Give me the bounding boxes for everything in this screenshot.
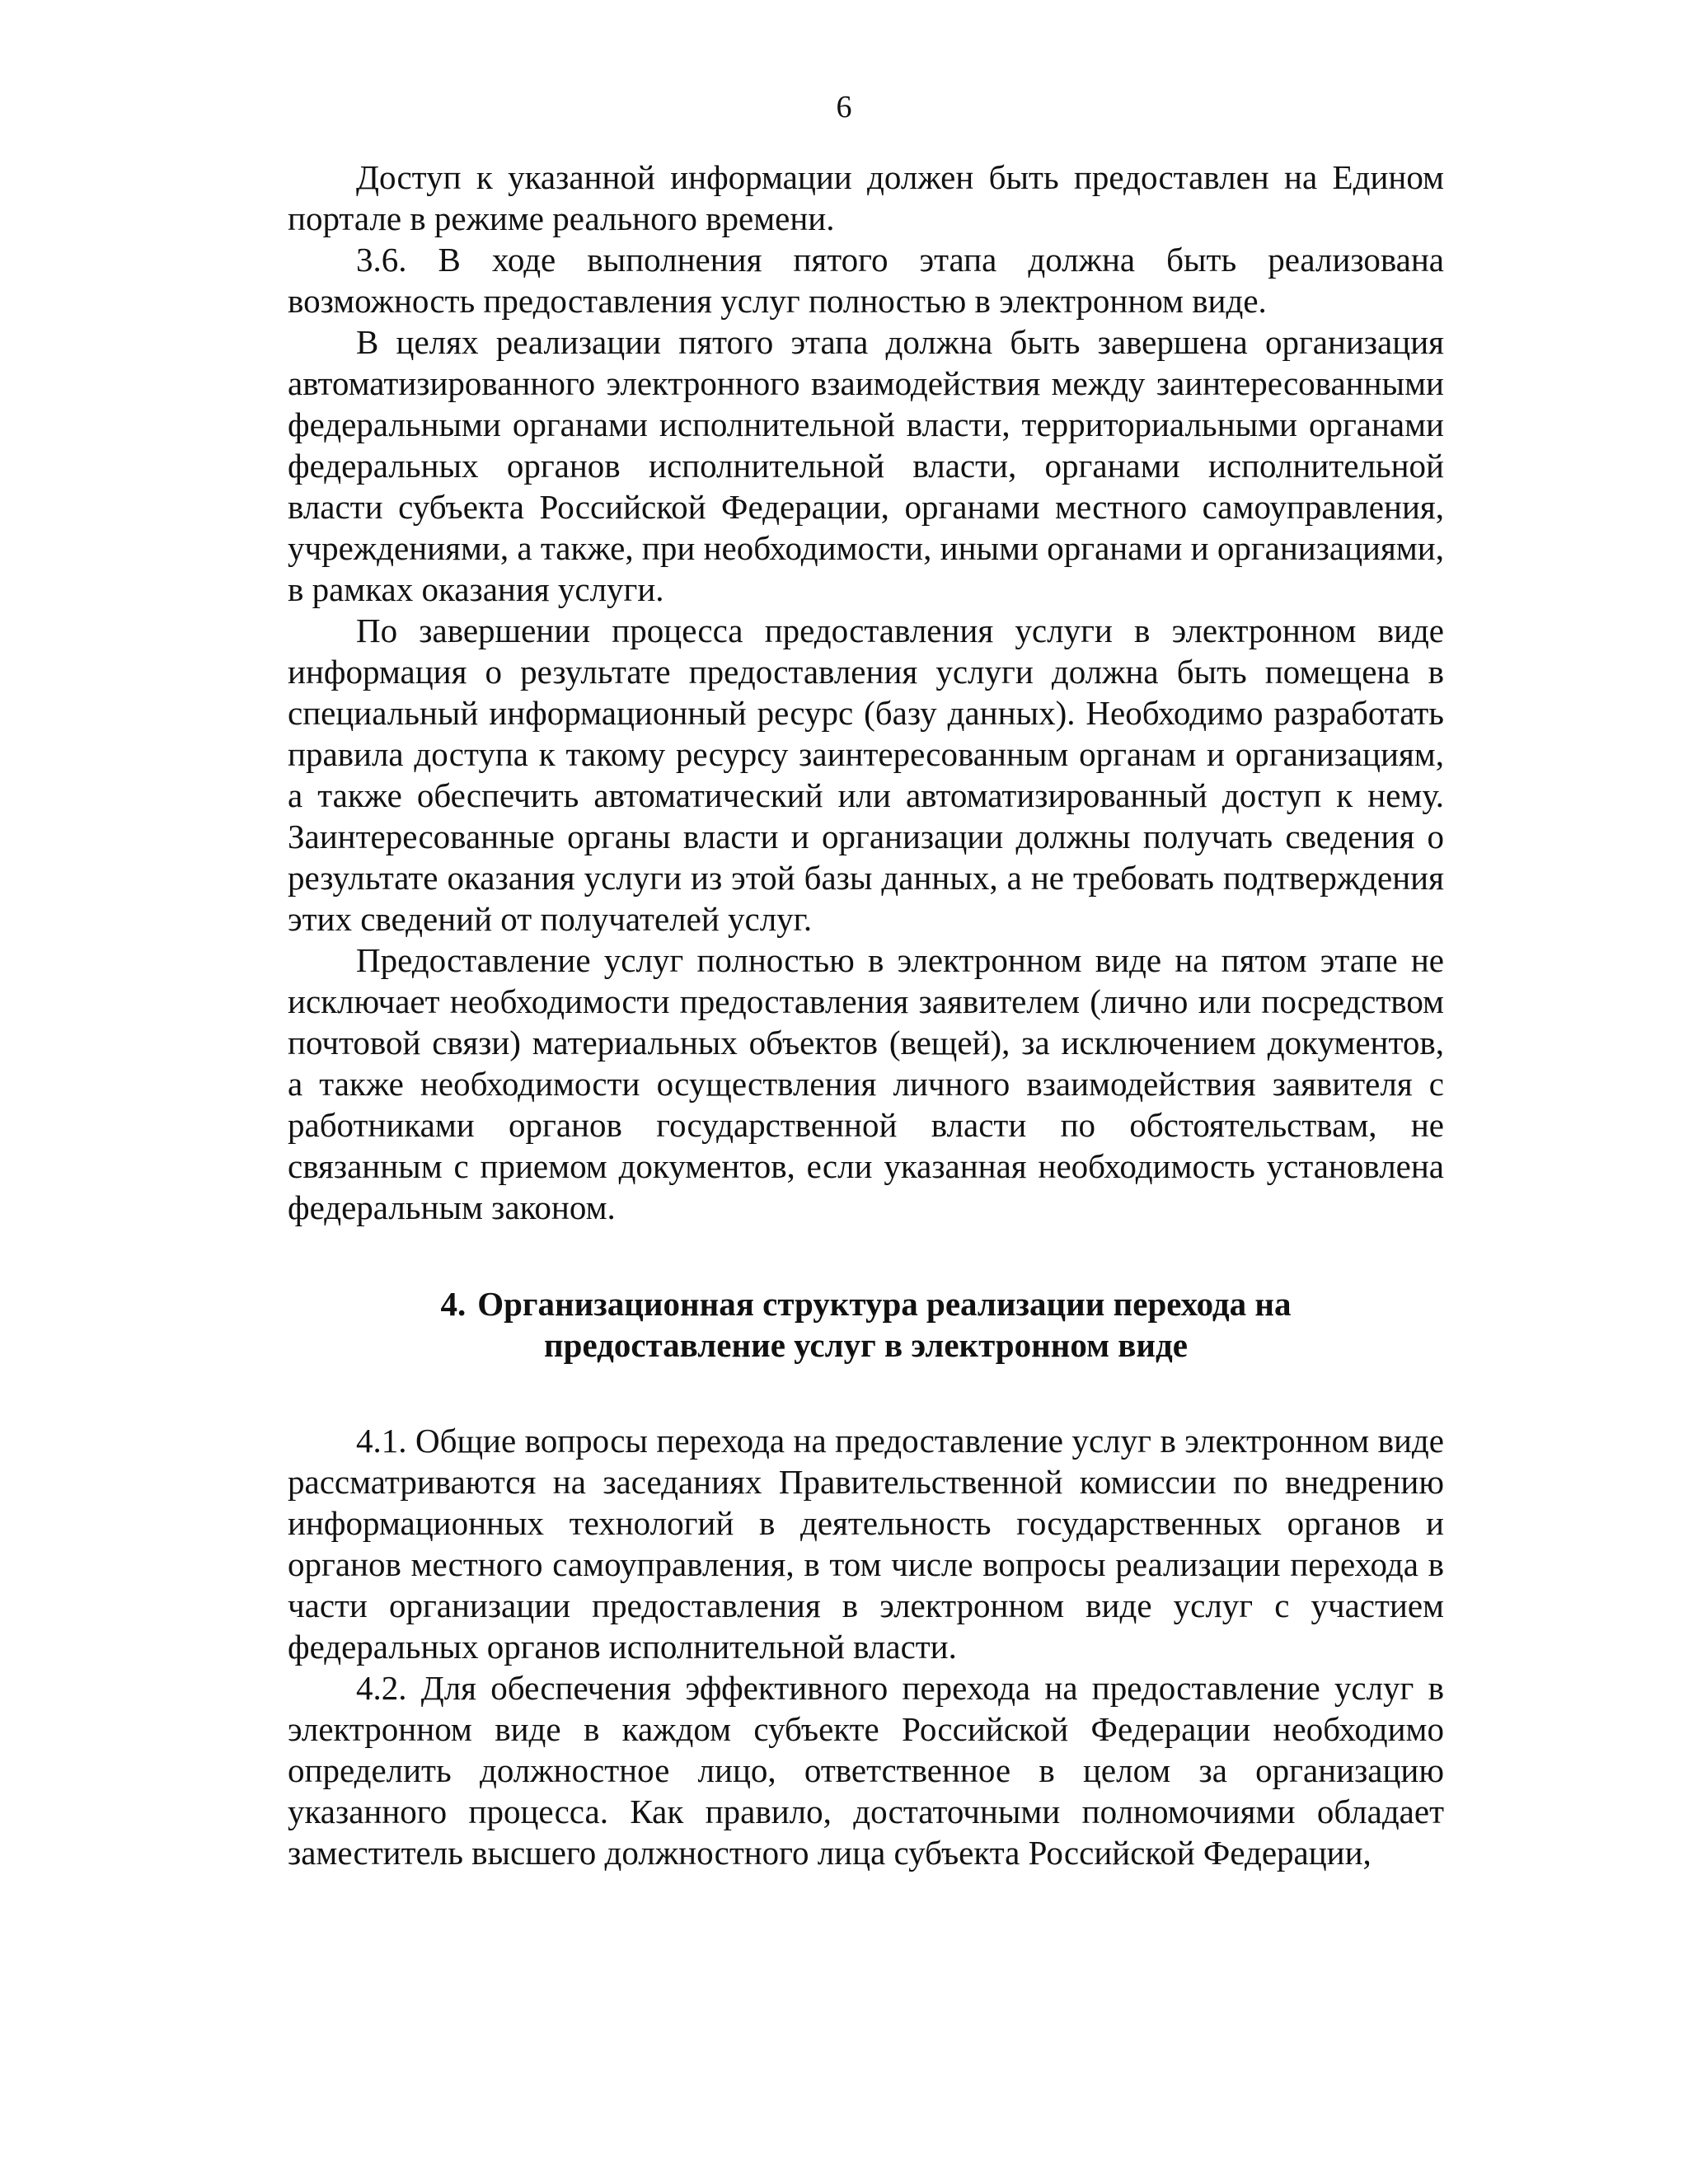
paragraph-4-2: 4.2. Для обеспечения эффективного перехода на предоставление услуг в электронном виде в каждом субъекте Российской Федерации необходимо определить должностное лицо, ответственное в целом за организацию указанного процесса. Как правило, достаточными полномочиями обладает заместитель высшего должностного лица субъекта Российской Федерации, [288,1669,1444,1872]
page-body [288,157,1444,1873]
section-title-line-2: предоставление услуг в электронном виде [544,1326,1188,1364]
paragraph-full-electronic-services: Предоставление услуг полностью в электронном виде на пятом этапе не исключает необходимости предоставления заявителем (лично или посредством почтовой связи) материальных объектов (вещей), за исключением документов, а также необходимости осуществления личного взаимодействия заявителя с работниками органов государственной власти по обстоятельствам, не связанным с приемом документов, если указанная необходимость установлена федеральным законом. [288,941,1444,1226]
paragraph-fifth-stage-goals: В целях реализации пятого этапа должна быть завершена организация автоматизированного электронного взаимодействия между заинтересованными федеральными органами исполнительной власти, территориальными органами федеральных органов исполнительной власти, органами исполнительной власти субъекта Российской Федерации, органами местного самоуправления, учреждениями, а также, при необходимости, иными органами и организациями, в рамках оказания услуги. [288,323,1444,608]
paragraph-3-6: 3.6. В ходе выполнения пятого этапа должна быть реализована возможность предоставления услуг полностью в электронном виде. [288,241,1444,320]
section-heading-4 [288,1283,1444,1366]
section-title-line-1: Организационная структура реализации перехода на [477,1285,1292,1323]
page-number: 6 [836,90,852,124]
paragraph-access-info: Доступ к указанной информации должен быть предоставлен на Едином портале в режиме реального времени. [288,158,1444,237]
section-number: 4. [440,1285,467,1323]
paragraph-4-1: 4.1. Общие вопросы перехода на предоставление услуг в электронном виде рассматриваются на заседаниях Правительственной комиссии по внедрению информационных технологий в деятельность государственных органов и органов местного самоуправления, в том числе вопросы реализации перехода в части организации предоставления в электронном виде услуг с участием федеральных органов исполнительной власти. [288,1422,1444,1666]
paragraph-completion-results: По завершении процесса предоставления услуги в электронном виде информация о результате предоставления услуги должна быть помещена в специальный информационный ресурс (базу данных). Необходимо разработать правила доступа к такому ресурсу заинтересованным органам и организациям, а также обеспечить автоматический или автоматизированный доступ к нему. Заинтересованные органы власти и организации должны получать сведения о результате оказания услуги из этой базы данных, а не требовать подтверждения этих сведений от получателей услуг. [288,612,1444,938]
section-heading-line-1 [288,1283,1444,1324]
